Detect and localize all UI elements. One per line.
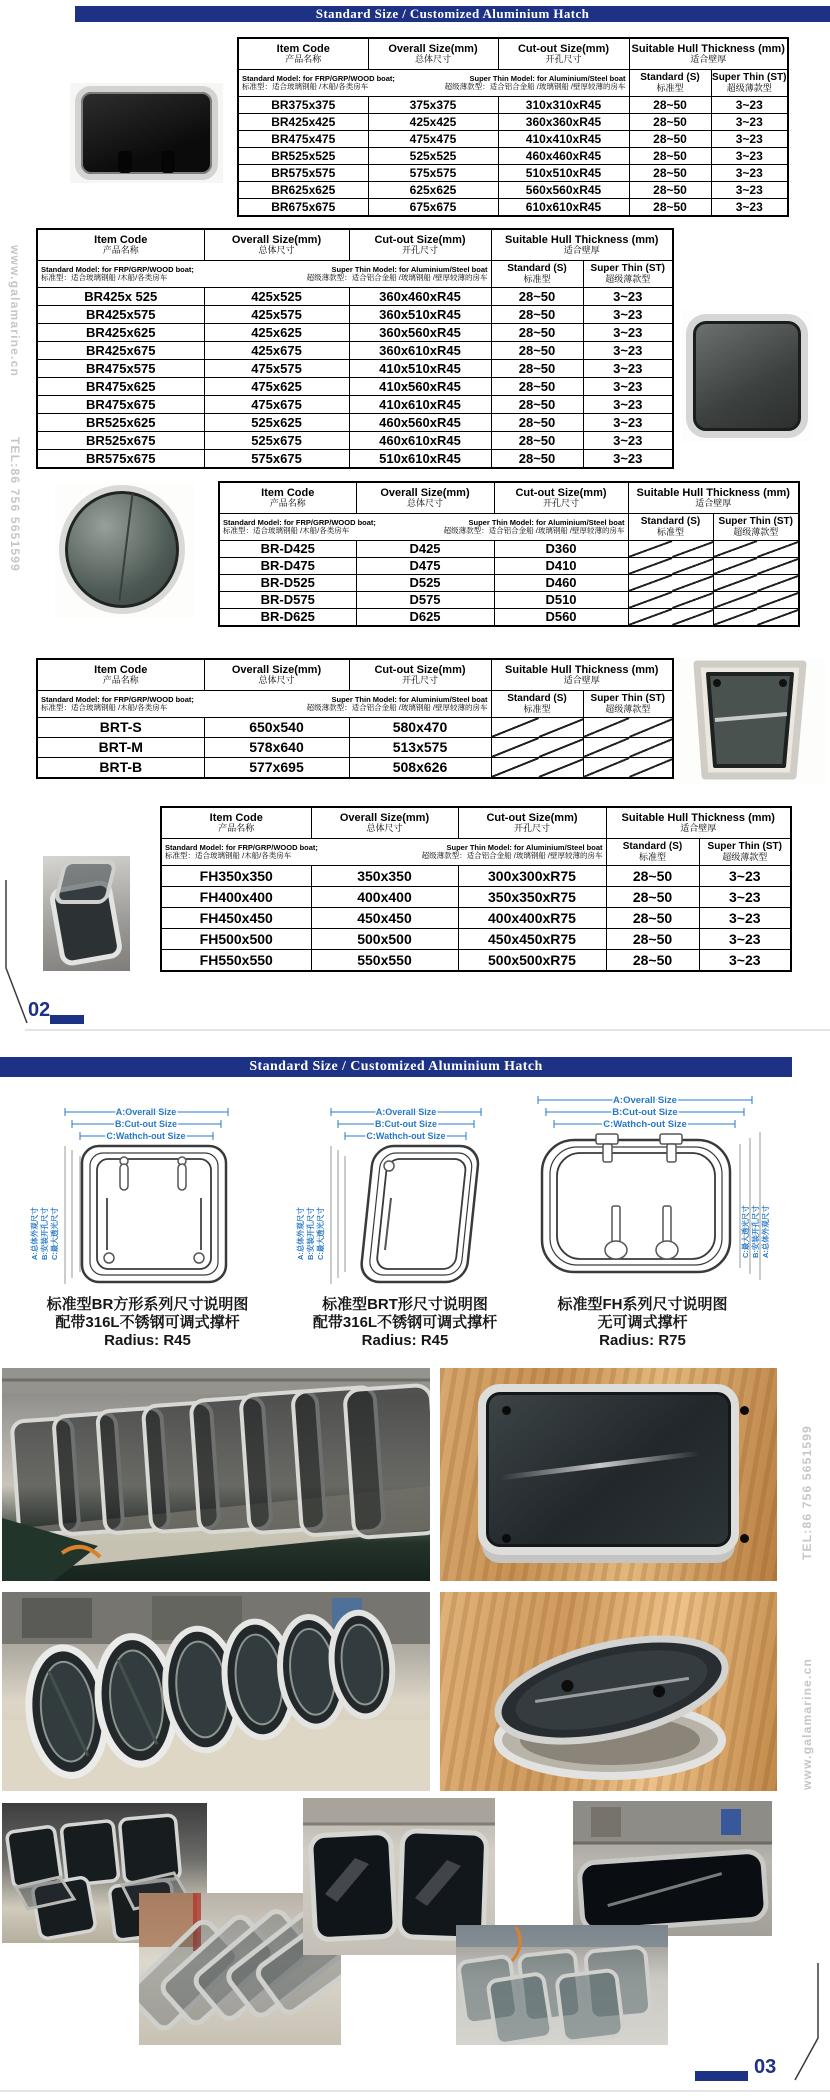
spec-cell: 650x540 [204,718,349,738]
spec-cell: 28~50 [491,324,583,342]
open-hatches-floor-graphic [456,1925,668,2045]
page2-title: Standard Size / Customized Aluminium Hatch [249,1059,543,1074]
spec-cell: D460 [494,575,628,592]
table-row [37,360,673,378]
spec-cell: BR575x575 [238,165,368,182]
spec-cell: D510 [494,592,628,609]
model-note: Standard Model: for FRP/GRP/WOOD boat; Super Thin Model: for Aluminium/Steel boat 标准型：适合玻璃钢船 /木船/各类房车 超级薄款型：适合铝合金船 /玻璃钢船 /壁厚较薄的房车 [219,514,628,541]
svg-text:A:Overall Size: A:Overall Size [375,1107,437,1117]
svg-text:C:Wathch-out Size: C:Wathch-out Size [106,1131,186,1141]
spec-cell: BR425x425 [238,114,368,131]
spec-cell: 28~50 [491,360,583,378]
spec-cell: 3~23 [583,360,673,378]
spec-cell: BR425x575 [37,306,204,324]
spec-cell: BR-D425 [219,541,356,558]
page1-title: Standard Size / Customized Aluminium Hatch [315,6,590,21]
spec-cell: 575x575 [368,165,498,182]
slash-cell [491,718,583,738]
caption-line: Radius: R45 [104,1332,191,1349]
table-row [37,450,673,469]
spec-cell: 425x525 [204,288,349,306]
col-item-code: Item Code 产品名称 [37,229,204,261]
spec-cell: 28~50 [606,887,699,908]
photo-round-portholes-row [2,1592,430,1791]
svg-text:C:Wathch-out Size: C:Wathch-out Size [366,1131,446,1141]
spec-cell: 3~23 [583,432,673,450]
spec-cell: 510x510xR45 [498,165,629,182]
svg-text:B:Cut-out Size: B:Cut-out Size [375,1119,437,1129]
spec-cell: BR475x475 [238,131,368,148]
spec-cell: 3~23 [699,908,791,929]
table-row [219,541,799,558]
spec-cell: 460x610xR45 [349,432,491,450]
caption-line: 标准型BR方形系列尺寸说明图 [46,1296,249,1313]
spec-cell: FH550x550 [161,950,311,972]
col-cutout-size: Cut-out Size(mm) 开孔尺寸 [349,229,491,261]
spec-cell: 425x575 [204,306,349,324]
spec-cell: 450x450 [311,908,458,929]
caption-line: 标准型BRT形尺寸说明图 [322,1296,488,1313]
svg-text:C:Wathch-out Size: C:Wathch-out Size [603,1119,687,1130]
spec-cell: 28~50 [629,131,711,148]
spec-cell: FH450x450 [161,908,311,929]
table-row [238,131,788,148]
spec-cell: 400x400xR75 [458,908,606,929]
slash-cell [628,609,713,627]
spec-cell: 3~23 [699,929,791,950]
spec-cell: 3~23 [583,378,673,396]
spec-cell: 375x375 [368,97,498,114]
spec-cell: 28~50 [629,199,711,217]
portholes-graphic [2,1592,430,1791]
slash-cell [713,558,799,575]
table-row [238,199,788,217]
spec-cell: BR475x675 [37,396,204,414]
spec-cell: 460x460xR45 [498,148,629,165]
spec-cell: FH500x500 [161,929,311,950]
svg-text:C:最大透光尺寸: C:最大透光尺寸 [741,1205,750,1258]
watermark-site-right: www.galamarine.cn [800,1658,814,1790]
table-row [219,558,799,575]
table-row [219,609,799,627]
spec-cell: 360x510xR45 [349,306,491,324]
spec-cell: BR475x625 [37,378,204,396]
spec-cell: 525x525 [368,148,498,165]
col-cutout-size: Cut-out Size(mm) 开孔尺寸 [458,807,606,839]
page2-number-bar [695,2071,748,2081]
col-cutout-size: Cut-out Size(mm) 开孔尺寸 [349,659,491,691]
svg-text:B:Cut-out Size: B:Cut-out Size [612,1107,678,1118]
spec-cell: 28~50 [629,148,711,165]
spec-cell: 360x460xR45 [349,288,491,306]
photo-fh-open-hatch [43,856,130,971]
spec-cell: 3~23 [583,414,673,432]
photo-open-round-hatch [440,1592,777,1791]
spec-cell: 3~23 [711,182,788,199]
spec-cell: 3~23 [583,306,673,324]
spec-cell: 28~50 [629,97,711,114]
page2-corner-mark [780,1955,830,2085]
caption-fh-series [525,1296,760,1350]
col-overall-size: Overall Size(mm) 总体尺寸 [204,229,349,261]
col-item-code: Item Code 产品名称 [219,482,356,514]
photo-factory-square-frames [2,1368,430,1581]
spec-cell: 28~50 [491,306,583,324]
spec-cell: 508x626 [349,758,491,779]
latch-graphic [118,151,132,173]
table-row [238,97,788,114]
page1-title-bar [75,6,830,22]
spec-cell: 400x400 [311,887,458,908]
table-row [238,148,788,165]
photo-square-hatch-top [682,310,812,442]
spec-cell: 578x640 [204,738,349,758]
spec-cell: 610x610xR45 [498,199,629,217]
diagram-brt [293,1098,485,1290]
spec-cell: 575x675 [204,450,349,469]
spec-cell: D475 [356,558,494,575]
diagram-fh-series [520,1088,770,1288]
spec-cell: 28~50 [606,950,699,972]
spec-cell: 3~23 [711,199,788,217]
model-note: Standard Model: for FRP/GRP/WOOD boat; Super Thin Model: for Aluminium/Steel boat 标准型：适合玻璃钢船 /木船/各类房车 超级薄款型：适合铝合金船 /玻璃钢船 /壁厚较薄的房车 [37,691,491,718]
spec-cell: 525x625 [204,414,349,432]
spec-cell: 3~23 [583,396,673,414]
spec-table-br-square [237,37,789,217]
col-hull-thickness: Suitable Hull Thickness (mm) 适合壁厚 [491,229,673,261]
table-row [37,718,673,738]
slash-cell [583,718,673,738]
spec-cell: D360 [494,541,628,558]
spec-cell: 3~23 [711,114,788,131]
spec-cell: 28~50 [491,378,583,396]
col-super-thin: Super Thin (ST) 超级薄款型 [711,70,788,97]
svg-text:B:安装开孔尺寸: B:安装开孔尺寸 [306,1207,315,1260]
spec-cell: BR475x575 [37,360,204,378]
spec-cell: 28~50 [491,396,583,414]
watermark-tel-right: TEL:86 756 5651599 [800,1424,814,1560]
spec-cell: 475x575 [204,360,349,378]
table-row [37,758,673,779]
slash-cell [713,575,799,592]
spec-cell: BR425x 525 [37,288,204,306]
col-standard: Standard (S) 标准型 [491,691,583,718]
hatch-frame-graphic [478,1384,739,1555]
col-item-code: Item Code 产品名称 [238,38,368,70]
table-row [161,929,791,950]
spec-table-br-rect [36,228,674,469]
col-super-thin: Super Thin (ST) 超级薄款型 [713,514,799,541]
spec-cell: 3~23 [711,97,788,114]
table-row [37,324,673,342]
spec-table-fh [160,806,792,972]
spec-cell: 425x625 [204,324,349,342]
spec-cell: 450x450xR75 [458,929,606,950]
slash-cell [628,541,713,558]
col-standard: Standard (S) 标准型 [606,839,699,866]
slash-cell [628,592,713,609]
col-hull-thickness: Suitable Hull Thickness (mm) 适合壁厚 [606,807,791,839]
svg-text:A:Overall Size: A:Overall Size [115,1107,177,1117]
photo-open-hatches-floor [456,1925,668,2045]
factory-frames-graphic [2,1368,430,1581]
photo-hatch-on-workbench [573,1801,772,1936]
spec-cell: 475x625 [204,378,349,396]
caption-line: 配带316L不锈钢可调式撑杆 [312,1314,498,1331]
svg-text:A:Overall Size: A:Overall Size [613,1095,677,1106]
col-super-thin: Super Thin (ST) 超级薄款型 [583,691,673,718]
spec-cell: 500x500 [311,929,458,950]
spec-cell: FH350x350 [161,866,311,887]
spec-cell: 28~50 [606,866,699,887]
col-item-code: Item Code 产品名称 [37,659,204,691]
spec-cell: D575 [356,592,494,609]
col-hull-thickness: Suitable Hull Thickness (mm) 适合壁厚 [629,38,788,70]
spec-cell: 28~50 [629,165,711,182]
svg-text:B:安装开孔尺寸: B:安装开孔尺寸 [40,1207,49,1260]
col-overall-size: Overall Size(mm) 总体尺寸 [356,482,494,514]
spec-cell: BR425x625 [37,324,204,342]
spec-cell: BR425x675 [37,342,204,360]
svg-text:A:总体外观尺寸: A:总体外观尺寸 [30,1207,39,1260]
col-item-code: Item Code 产品名称 [161,807,311,839]
spec-cell: 675x675 [368,199,498,217]
spec-cell: BR-D475 [219,558,356,575]
spec-cell: 580x470 [349,718,491,738]
spec-cell: 3~23 [583,288,673,306]
spec-cell: BR525x625 [37,414,204,432]
table-row [161,866,791,887]
spec-cell: 360x610xR45 [349,342,491,360]
hatch-frame-graphic [75,86,218,180]
col-super-thin: Super Thin (ST) 超级薄款型 [699,839,791,866]
table-row [219,575,799,592]
porthole-ring-graphic [59,485,185,614]
spec-cell: BR525x675 [37,432,204,450]
spec-cell: 560x560xR45 [498,182,629,199]
page2-title-bar [0,1057,792,1077]
latch-graphic [161,151,175,173]
slash-cell [713,541,799,558]
spec-cell: 28~50 [606,929,699,950]
table-row [37,432,673,450]
watermark-tel-left: TEL:86 756 5651599 [8,437,22,573]
svg-text:B:Cut-out Size: B:Cut-out Size [115,1119,177,1129]
spec-cell: 3~23 [699,887,791,908]
photo-brt-hatch [675,658,825,785]
col-hull-thickness: Suitable Hull Thickness (mm) 适合壁厚 [628,482,799,514]
col-standard: Standard (S) 标准型 [628,514,713,541]
caption-line: 配带316L不锈钢可调式撑杆 [55,1314,240,1331]
spec-cell: BRT-M [37,738,204,758]
photo-square-hatch-inside [70,83,223,183]
svg-text:C:最大透光尺寸: C:最大透光尺寸 [316,1207,325,1260]
slash-cell [583,758,673,779]
svg-text:A:总体外观尺寸: A:总体外观尺寸 [296,1207,305,1260]
spec-cell: 28~50 [629,114,711,131]
spec-cell: 360x360xR45 [498,114,629,131]
col-hull-thickness: Suitable Hull Thickness (mm) 适合壁厚 [491,659,673,691]
spec-cell: D560 [494,609,628,627]
page1-bottom-edge [25,1029,830,1031]
spec-cell: 300x300xR75 [458,866,606,887]
caption-line: 无可调式撑杆 [597,1314,688,1331]
slash-cell [583,738,673,758]
spec-cell: 28~50 [491,432,583,450]
spec-cell: 350x350 [311,866,458,887]
table-row [238,114,788,131]
table-row [37,396,673,414]
col-overall-size: Overall Size(mm) 总体尺寸 [204,659,349,691]
caption-line: Radius: R75 [599,1332,686,1349]
spec-cell: BRT-B [37,758,204,779]
spec-cell: 28~50 [491,450,583,469]
spec-cell: BR-D575 [219,592,356,609]
spec-cell: 3~23 [711,148,788,165]
table-row [37,306,673,324]
svg-text:A:总体外观尺寸: A:总体外观尺寸 [761,1205,770,1258]
hatch-frame-graphic [686,314,808,438]
spec-cell: BR-D525 [219,575,356,592]
col-cutout-size: Cut-out Size(mm) 开孔尺寸 [494,482,628,514]
col-overall-size: Overall Size(mm) 总体尺寸 [368,38,498,70]
spec-cell: 425x425 [368,114,498,131]
spec-cell: D425 [356,541,494,558]
spec-cell: BR-D625 [219,609,356,627]
spec-cell: BR625x625 [238,182,368,199]
caption-line: Radius: R45 [361,1332,449,1349]
slash-cell [713,592,799,609]
table-row [161,887,791,908]
spec-cell: BRT-S [37,718,204,738]
spec-cell: 577x695 [204,758,349,779]
svg-text:B:安装开孔尺寸: B:安装开孔尺寸 [751,1205,760,1258]
caption-br-series [25,1296,270,1350]
spec-cell: 410x560xR45 [349,378,491,396]
col-cutout-size: Cut-out Size(mm) 开孔尺寸 [498,38,629,70]
slash-cell [491,758,583,779]
table-row [238,182,788,199]
spec-cell: 28~50 [491,288,583,306]
spec-cell: 28~50 [629,182,711,199]
col-super-thin: Super Thin (ST) 超级薄款型 [583,261,673,288]
hatch-workbench-graphic [573,1801,772,1936]
spec-table-br-round [218,481,800,627]
spec-cell: 3~23 [583,342,673,360]
page-number-03: 03 [754,2056,777,2078]
diagram-br-series [25,1098,230,1290]
table-row [161,950,791,972]
spec-cell: BR575x675 [37,450,204,469]
table-row [37,738,673,758]
table-row [37,288,673,306]
page1-number-bar [50,1015,84,1024]
spec-cell: 475x675 [204,396,349,414]
spec-cell: 360x560xR45 [349,324,491,342]
table-row [161,908,791,929]
spec-cell: BR375x375 [238,97,368,114]
model-note: Standard Model: for FRP/GRP/WOOD boat; Super Thin Model: for Aluminium/Steel boat 标准型：适合玻璃钢船 /木船/各类房车 超级薄款型：适合铝合金船 /玻璃钢船 /壁厚较薄的房车 [161,839,606,866]
spec-cell: 3~23 [583,450,673,469]
spec-cell: 475x475 [368,131,498,148]
spec-cell: 500x500xR75 [458,950,606,972]
spec-cell: 3~23 [699,950,791,972]
photo-round-porthole [55,483,195,618]
slash-cell [491,738,583,758]
spec-cell: 513x575 [349,738,491,758]
spec-cell: D625 [356,609,494,627]
spec-cell: 350x350xR75 [458,887,606,908]
table-row [37,342,673,360]
svg-text:C:最大透光尺寸: C:最大透光尺寸 [50,1207,59,1260]
spec-cell: BR675x675 [238,199,368,217]
slash-cell [628,558,713,575]
spec-cell: 28~50 [491,342,583,360]
spec-table-brt [36,658,674,779]
page2-bottom-edge [0,2090,830,2092]
table-row [219,592,799,609]
photo-hatch-on-wood-table [440,1368,777,1581]
spec-cell: FH400x400 [161,887,311,908]
spec-cell: 3~23 [711,165,788,182]
table-row [238,165,788,182]
spec-cell: 425x675 [204,342,349,360]
spec-cell: 410x510xR45 [349,360,491,378]
table-row [37,378,673,396]
spec-cell: D410 [494,558,628,575]
spec-cell: 3~23 [711,131,788,148]
spec-cell: 550x550 [311,950,458,972]
caption-line: 标准型FH系列尺寸说明图 [557,1296,728,1313]
col-standard: Standard (S) 标准型 [629,70,711,97]
model-note: Standard Model: for FRP/GRP/WOOD boat; Super Thin Model: for Aluminium/Steel boat 标准型：适合玻璃钢船 /木船/各类房车 超级薄款型：适合铝合金船 /玻璃钢船 /壁厚较薄的房车 [238,70,629,97]
spec-cell: 3~23 [583,324,673,342]
spec-cell: 28~50 [491,414,583,432]
corner-knobs-graphic [502,1406,511,1415]
table-row [37,414,673,432]
spec-cell: 625x625 [368,182,498,199]
open-round-hatch-graphic [440,1592,777,1791]
caption-brt [295,1296,515,1350]
spec-cell: 410x610xR45 [349,396,491,414]
brt-hatch-graphic [675,658,825,785]
col-overall-size: Overall Size(mm) 总体尺寸 [311,807,458,839]
spec-cell: 510x610xR45 [349,450,491,469]
watermark-site-left: www.galamarine.cn [8,245,22,377]
spec-cell: 460x560xR45 [349,414,491,432]
spec-cell: D525 [356,575,494,592]
model-note: Standard Model: for FRP/GRP/WOOD boat; Super Thin Model: for Aluminium/Steel boat 标准型：适合玻璃钢船 /木船/各类房车 超级薄款型：适合铝合金船 /玻璃钢船 /壁厚较薄的房车 [37,261,491,288]
slash-cell [628,575,713,592]
open-hatch-graphic [43,856,130,971]
spec-cell: 310x310xR45 [498,97,629,114]
spec-cell: 410x410xR45 [498,131,629,148]
spec-cell: 525x675 [204,432,349,450]
spec-cell: 3~23 [699,866,791,887]
spec-cell: 28~50 [606,908,699,929]
slash-cell [713,609,799,627]
spec-cell: BR525x525 [238,148,368,165]
page-number-02: 02 [28,999,51,1021]
col-standard: Standard (S) 标准型 [491,261,583,288]
